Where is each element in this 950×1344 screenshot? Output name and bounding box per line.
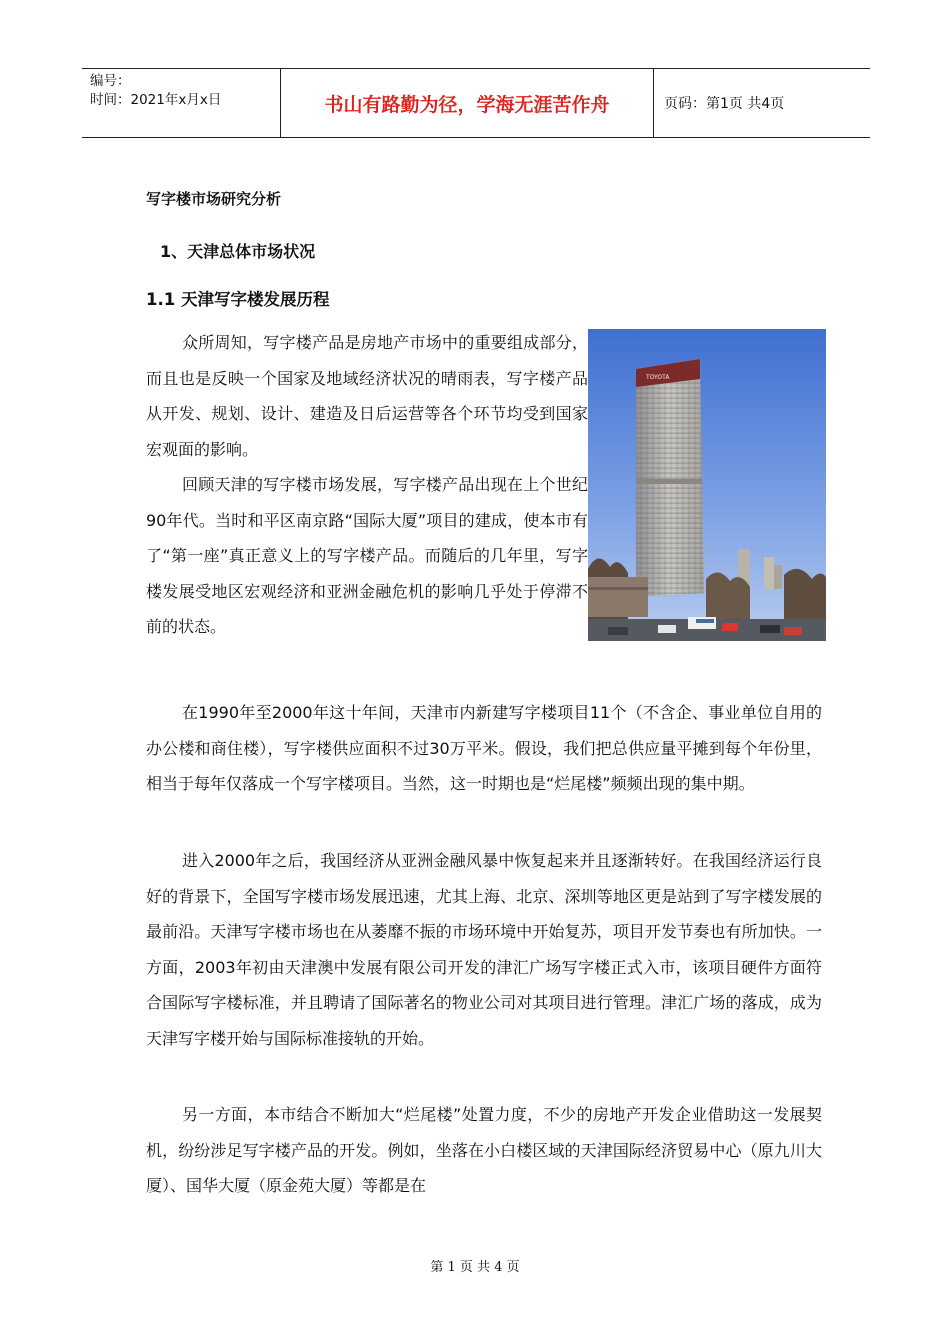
section-heading-1: 1、天津总体市场状况: [160, 242, 316, 261]
document-title: 写字楼市场研究分析: [146, 190, 282, 208]
number-label: 编号：: [90, 73, 131, 89]
page-footer: 第 1 页 共 4 页: [430, 1260, 520, 1275]
header-motto: 书山有路勤为径，学海无涯苦作舟: [280, 69, 654, 137]
header-table: [82, 68, 870, 138]
time-label: 时间：2021年x月x日: [90, 92, 222, 108]
header-page-info: 页码：第1页 共4页: [664, 96, 785, 112]
office-tower-illustration: [588, 329, 826, 641]
paragraph-4: 进入2000年之后，我国经济从亚洲金融风暴中恢复起来并且逐渐转好。在我国经济运行良好的背景下，全国写字楼市场发展迅速，尤其上海、北京、深圳等地区更是站到了写字楼发展的最前沿。天津写字楼市场也在从萎靡不振的市场环境中开始复苏，项目开发节奏也有所加快。一方面，2003年初由天津澳中发展有限公司开发的津汇广场写字楼正式入市，该项目硬件方面符合国际写字楼标准，并且聘请了国际著名的物业公司对其项目进行管理。津汇广场的落成，成为天津写字楼开始与国际标准接轨的开始。: [146, 851, 822, 1048]
header-meta: [82, 69, 280, 137]
section-heading-1-1: 1.1 天津写字楼发展历程: [146, 290, 330, 309]
office-tower-photo: [588, 329, 826, 641]
paragraph-2: 回顾天津的写字楼市场发展，写字楼产品出现在上个世纪90年代。当时和平区南京路“国际大厦”项目的建成，使本市有了“第一座”真正意义上的写字楼产品。而随后的几年里，写字楼发展受地区宏观经济和亚洲金融危机的影响几乎处于停滞不前的状态。: [146, 475, 588, 637]
paragraph-5: 另一方面，本市结合不断加大“烂尾楼”处置力度，不少的房地产开发企业借助这一发展契机，纷纷涉足写字楼产品的开发。例如，坐落在小白楼区域的天津国际经济贸易中心（原九川大厦）、国华大厦（原金苑大厦）等都是在: [146, 1105, 822, 1196]
paragraph-1: 众所周知，写字楼产品是房地产市场中的重要组成部分，而且也是反映一个国家及地域经济状况的晴雨表，写字楼产品从开发、规划、设计、建造及日后运营等各个环节均受到国家宏观面的影响。: [146, 333, 588, 459]
svg-text:TOYOTA: TOYOTA: [646, 374, 670, 381]
paragraph-3: 在1990年至2000年这十年间，天津市内新建写字楼项目11个（不含企、事业单位自用的办公楼和商住楼），写字楼供应面积不过30万平米。假设，我们把总供应量平摊到每个年份里，相当于每年仅落成一个写字楼项目。当然，这一时期也是“烂尾楼”频频出现的集中期。: [146, 703, 822, 794]
